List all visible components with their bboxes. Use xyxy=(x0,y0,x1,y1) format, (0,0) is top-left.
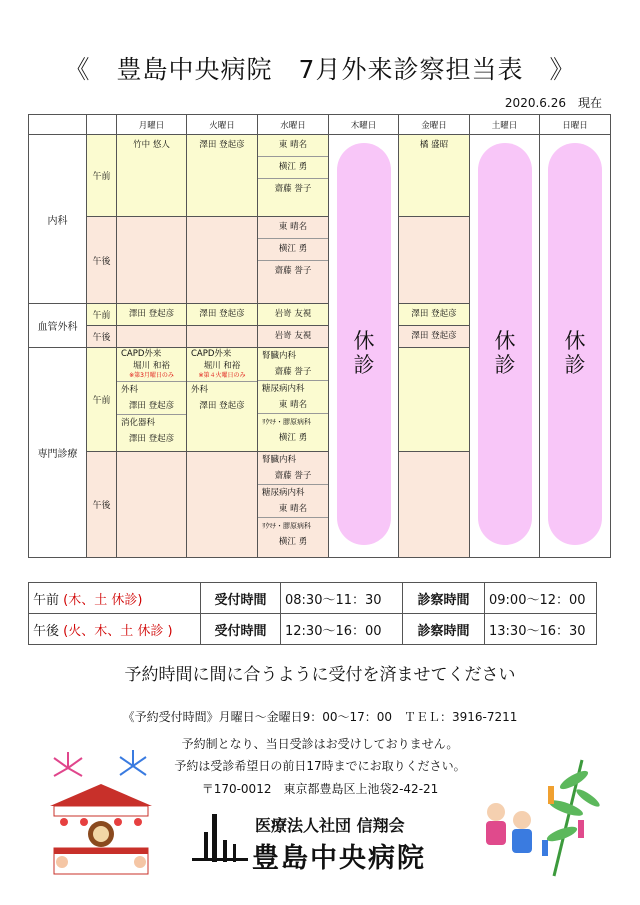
doctor-name: 齋藤 誉子 xyxy=(274,184,312,194)
doctor-name: 横江 勇 xyxy=(278,537,308,547)
consult-label: 診察時間 xyxy=(403,583,485,614)
doctor-name: 澤田 登起彦 xyxy=(411,331,457,341)
page-title: 《 豊島中央病院 7月外来診察担当表 》 xyxy=(64,55,576,84)
day-header-row xyxy=(29,115,611,135)
dept-vascular: 血管外科 xyxy=(29,304,87,348)
reservation-note: 予約は受診希望日の前日17時までにお取りください。 xyxy=(174,759,466,773)
reservation-hours: 《予約受付時間》月曜日～金曜日9：00～17：00 ＴＥＬ：3916-7211 xyxy=(122,710,518,724)
pm-closed-note: (火、木、土 休診 ) xyxy=(63,623,173,639)
doctor-name: 横江 勇 xyxy=(258,157,328,179)
tanabata-icon xyxy=(478,750,606,878)
clinic-name: 糖尿病内科 xyxy=(262,488,305,498)
am-consult-time: 09:00～12：00 xyxy=(485,583,597,614)
festival-stage-icon xyxy=(38,748,164,876)
clinic-name: CAPD外来 xyxy=(121,349,162,359)
hospital-logo-icon xyxy=(190,810,250,870)
clinic-name: 外科 xyxy=(191,385,209,395)
day-header: 火曜日 xyxy=(187,115,258,135)
day-header: 木曜日 xyxy=(329,115,399,135)
hospital-address: 〒170-0012 東京都豊島区上池袋2-42-21 xyxy=(201,782,439,796)
session-am: 午前 xyxy=(87,304,117,326)
doctor-name: 澤田 登起彦 xyxy=(117,398,186,415)
clinic-name: 糖尿病内科 xyxy=(262,384,305,394)
doctor-name: 澤田 登起彦 xyxy=(128,309,175,319)
day-header: 金曜日 xyxy=(399,115,470,135)
hospital-name: 豊島中央病院 xyxy=(252,843,426,874)
reservation-note: 予約制となり、当日受診はお受けしておりません。 xyxy=(181,737,459,751)
clinic-name: 消化器科 xyxy=(121,418,156,428)
session-am: 午前 xyxy=(87,135,117,217)
doctor-name: 東 晴名 xyxy=(258,501,328,518)
day-header: 日曜日 xyxy=(540,115,611,135)
clinic-name: ﾘｳﾏﾁ・膠原病科 xyxy=(262,522,311,530)
consult-label: 診察時間 xyxy=(403,614,485,645)
doctor-name: 澤田 登起彦 xyxy=(199,309,245,319)
closed-thursday xyxy=(329,135,399,558)
day-header: 月曜日 xyxy=(117,115,187,135)
dept-internal: 内科 xyxy=(29,135,87,304)
schedule-note: ※第４火曜日のみ xyxy=(198,372,246,379)
am-reception-time: 08:30～11：30 xyxy=(281,583,403,614)
doctor-name: 竹中 悠人 xyxy=(133,140,170,150)
clinic-name: 外科 xyxy=(121,385,139,395)
doctor-name: 堀川 和裕 xyxy=(203,361,241,371)
doctor-name: 岩嵜 友視 xyxy=(274,309,312,319)
hours-table xyxy=(28,582,597,645)
pm-hours-label: 午後 (火、木、土 休診 ) xyxy=(29,614,201,645)
doctor-name: 澤田 登起彦 xyxy=(411,309,457,319)
reception-notice: 予約時間に間に合うように受付を済ませてください xyxy=(124,665,516,685)
day-header: 土曜日 xyxy=(470,115,540,135)
closed-sunday xyxy=(540,135,611,558)
doctor-name: 横江 勇 xyxy=(278,433,308,443)
doctor-name: 横江 勇 xyxy=(258,239,328,261)
session-pm: 午後 xyxy=(87,326,117,348)
closed-badge: 休 診 xyxy=(548,143,602,545)
session-am: 午前 xyxy=(87,348,117,452)
closed-saturday xyxy=(470,135,540,558)
clinic-name: 腎臓内科 xyxy=(262,455,297,465)
doctor-name: 齋藤 誉子 xyxy=(258,364,328,381)
doctor-name: 堀川 和裕 xyxy=(133,361,170,371)
doctor-name: 澤田 登起彦 xyxy=(199,401,245,411)
dept-specialty: 専門診療 xyxy=(29,348,87,558)
doctor-name: 東 晴名 xyxy=(258,135,328,157)
closed-badge: 休 診 xyxy=(478,143,532,545)
clinic-name: 腎臓内科 xyxy=(262,351,297,361)
reception-label: 受付時間 xyxy=(201,583,281,614)
day-header: 水曜日 xyxy=(258,115,329,135)
date-note: 2020.6.26 現在 xyxy=(504,96,602,110)
doctor-name: 東 晴名 xyxy=(258,397,328,414)
am-closed-note: (木、土 休診) xyxy=(63,592,143,608)
doctor-name: 橘 盛昭 xyxy=(419,140,449,150)
doctor-name: 齋藤 誉子 xyxy=(258,468,328,485)
doctor-name: 澤田 登起彦 xyxy=(199,140,245,150)
pm-reception-time: 12:30～16：00 xyxy=(281,614,403,645)
doctor-name: 岩嵜 友視 xyxy=(274,331,312,341)
clinic-name: CAPD外来 xyxy=(191,349,232,359)
schedule-note: ※第3月曜日のみ xyxy=(129,372,174,379)
doctor-name: 齋藤 誉子 xyxy=(274,266,312,276)
organization-name: 医療法人社団 信翔会 xyxy=(255,816,405,835)
doctor-name: 澤田 登起彦 xyxy=(128,434,175,444)
pm-consult-time: 13:30～16：30 xyxy=(485,614,597,645)
session-pm: 午後 xyxy=(87,452,117,558)
clinic-name: ﾘｳﾏﾁ・膠原病科 xyxy=(262,418,311,426)
reception-label: 受付時間 xyxy=(201,614,281,645)
closed-badge: 休 診 xyxy=(337,143,391,545)
am-hours-label: 午前 (木、土 休診) xyxy=(29,583,201,614)
session-pm: 午後 xyxy=(87,217,117,304)
schedule-table xyxy=(28,114,611,558)
doctor-name: 東 晴名 xyxy=(258,217,328,239)
